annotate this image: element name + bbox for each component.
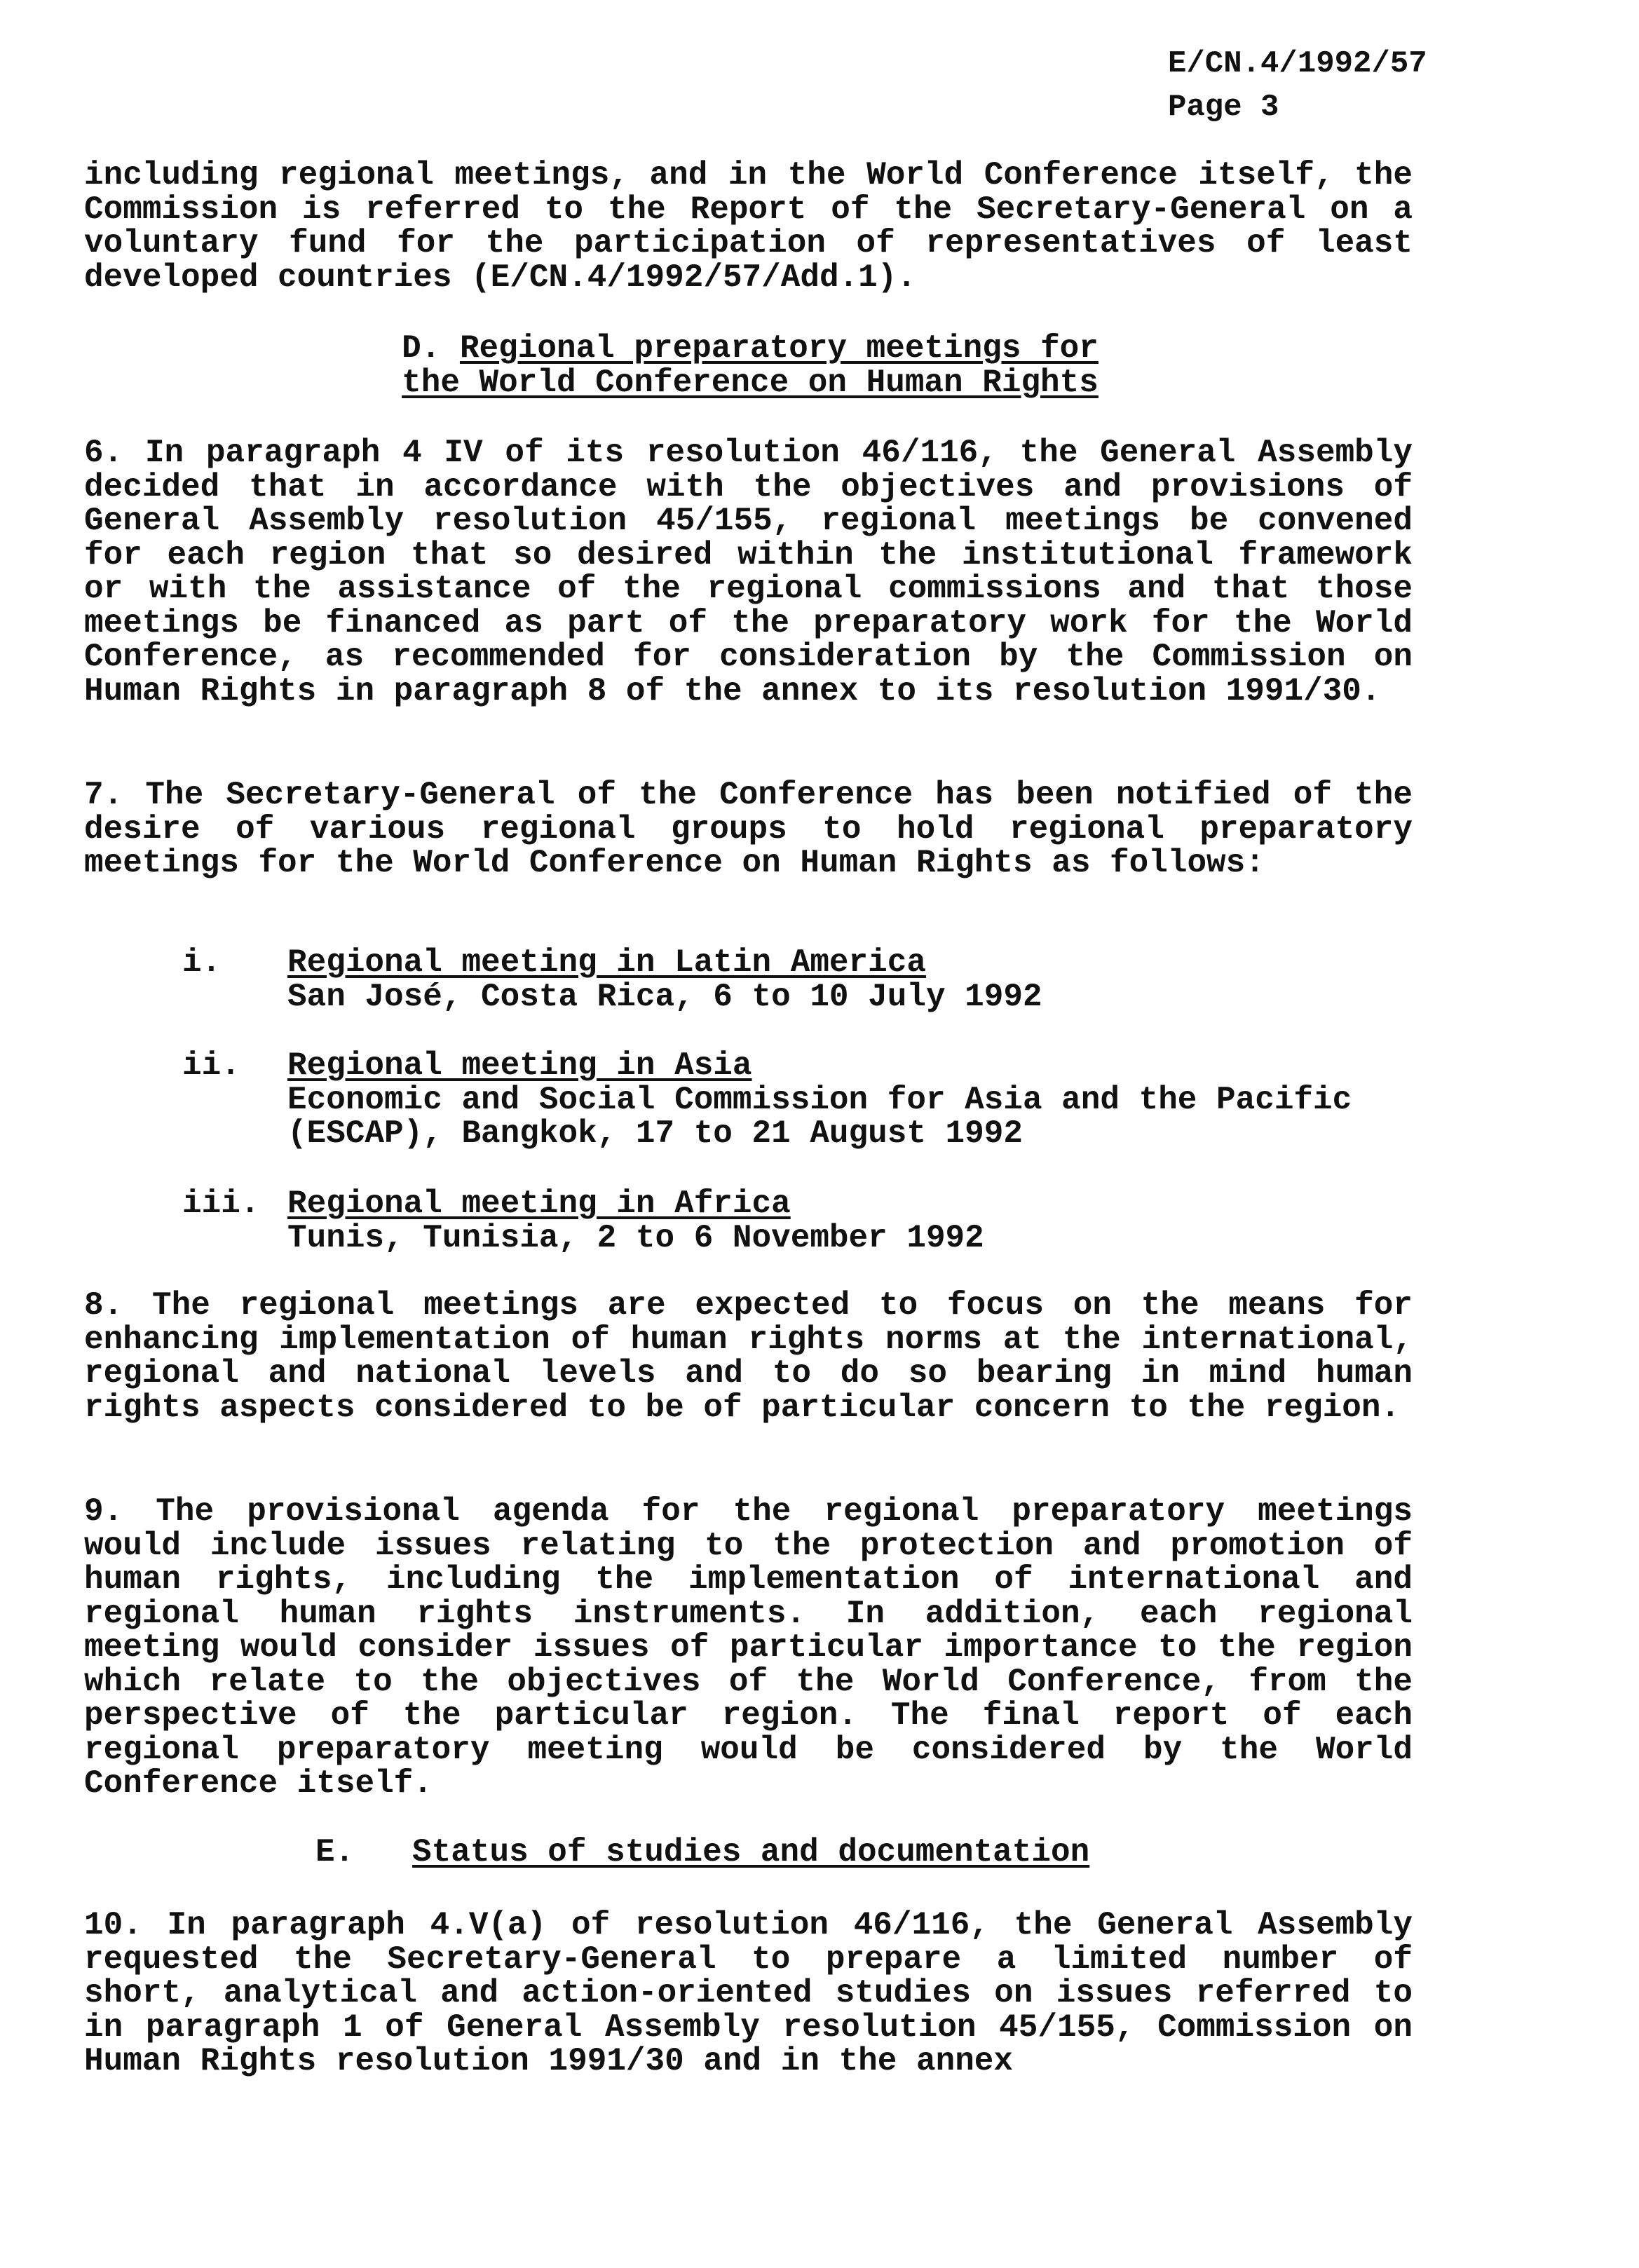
- meeting-item-asia: [182, 1049, 1423, 1151]
- section-e-letter: E.: [315, 1834, 355, 1870]
- section-e-title: Status of studies and documentation: [412, 1834, 1090, 1870]
- meeting-item-title: Regional meeting in Latin America: [287, 944, 926, 981]
- meeting-item-latin-america: [182, 946, 1423, 1014]
- section-e-heading: [315, 1835, 1157, 1870]
- section-d-letter: D.: [402, 330, 441, 367]
- meeting-item-detail: Economic and Social Commission for Asia and the Pacific (ESCAP), Bangkok, 17 to 21 August 1992: [287, 1081, 1352, 1152]
- section-d-title-line2: the World Conference on Human Rights: [402, 364, 1099, 401]
- meeting-item-number: ii.: [182, 1047, 240, 1084]
- meeting-item-detail: San José, Costa Rica, 6 to 10 July 1992: [287, 978, 1042, 1015]
- meeting-item-number: i.: [182, 944, 222, 981]
- paragraph-10: 10. In paragraph 4.V(a) of resolution 46/116, the General Assembly requested the Secretary-General to prepare a limited number of short, analytical and action-oriented studies on issues referred to in paragraph 1 of General Assembly resolution 45/155, Commission on Human Rights resolution 1991/30 and in the annex: [84, 1907, 1413, 2079]
- meeting-item-number: iii.: [182, 1186, 260, 1222]
- meeting-item-africa: [182, 1187, 1423, 1255]
- document-symbol: E/CN.4/1992/57: [1168, 46, 1427, 81]
- page-header: [1168, 42, 1427, 129]
- page-number: Page 3: [1168, 90, 1279, 125]
- intro-paragraph: including regional meetings, and in the World Conference itself, the Commission is referred to the Report of the Secretary-General on a voluntary fund for the participation of representatives of least developed countries (E/CN.4/1992/57/Add.1).: [84, 157, 1413, 296]
- meeting-item-title: Regional meeting in Africa: [287, 1186, 791, 1222]
- paragraph-6: 6. In paragraph 4 IV of its resolution 46/116, the General Assembly decided that in accordance with the objectives and provisions of General Assembly resolution 45/155, regional meetings be convened for each region that so desired within the institutional framework or with the assistance of the regional commissions and that those meetings be financed as part of the preparatory work for the World Conference, as recommended for consideration by the Commission on Human Rights in paragraph 8 of the annex to its resolution 1991/30.: [84, 435, 1413, 709]
- section-d-heading: [365, 332, 1136, 400]
- section-d-title-line1: Regional preparatory meetings for: [459, 330, 1099, 367]
- meeting-item-detail: Tunis, Tunisia, 2 to 6 November 1992: [287, 1219, 984, 1256]
- paragraph-9: 9. The provisional agenda for the regional preparatory meetings would include issues relating to the protection and promotion of human rights, including the implementation of international and regional human rights instruments. In addition, each regional meeting would consider issues of particular importance to the region which relate to the objectives of the World Conference, from the perspective of the particular region. The final report of each regional preparatory meeting would be considered by the World Conference itself.: [84, 1493, 1413, 1802]
- paragraph-8: 8. The regional meetings are expected to focus on the means for enhancing implementation of human rights norms at the international, regional and national levels and to do so bearing in mind human rights aspects considered to be of particular concern to the region.: [84, 1287, 1413, 1426]
- paragraph-7: 7. The Secretary-General of the Conference has been notified of the desire of various regional groups to hold regional preparatory meetings for the World Conference on Human Rights as follows:: [84, 777, 1413, 881]
- meeting-item-title: Regional meeting in Asia: [287, 1047, 752, 1084]
